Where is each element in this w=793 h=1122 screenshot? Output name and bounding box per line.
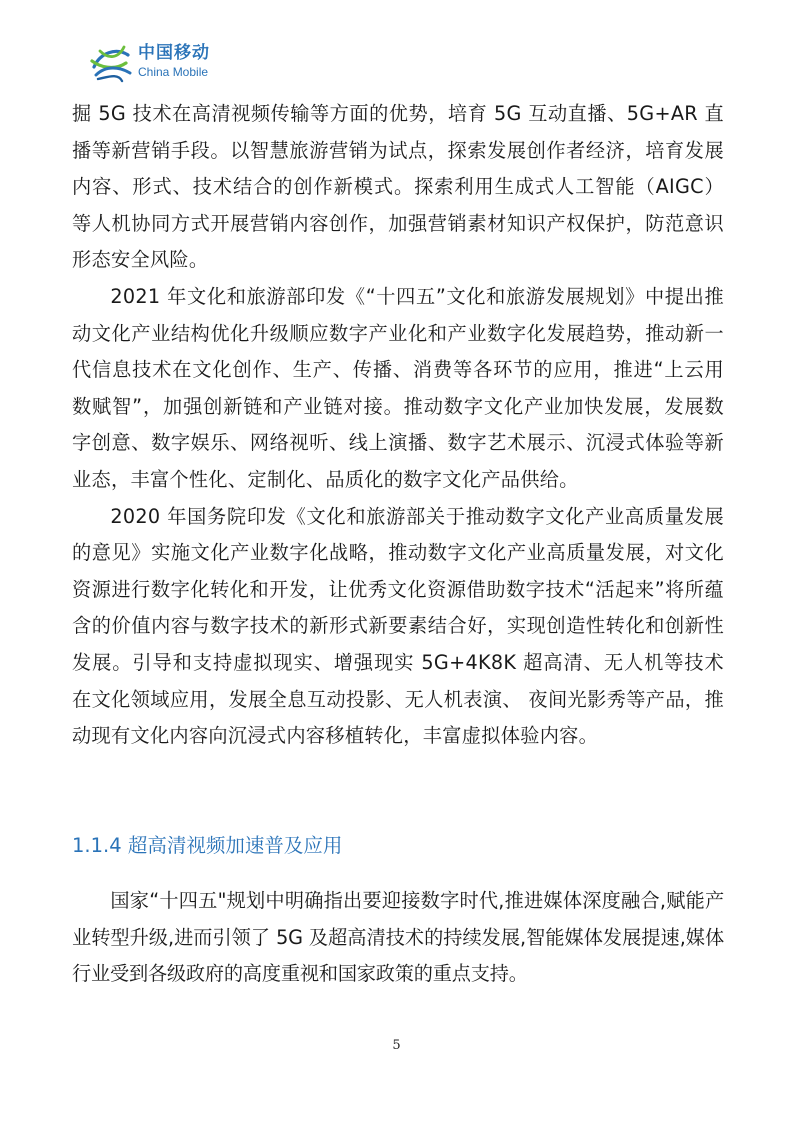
section-heading: 1.1.4 超高清视频加速普及应用 <box>72 834 343 857</box>
page-number: 5 <box>392 1038 401 1053</box>
body-text <box>72 96 724 755</box>
logo-text <box>138 42 210 79</box>
section-body <box>72 883 724 993</box>
paragraph: 掘 5G 技术在高清视频传输等方面的优势，培育 5G 互动直播、5G+AR 直播等新营销手段。以智慧旅游营销为试点，探索发展创作者经济，培育发展内容、形式、技术结合的创作新模式。探索利用生成式人工智能（AIGC）等人机协同方式开展营销内容创作，加强营销素材知识产权保护，防范意识形态安全风险。 <box>72 102 724 272</box>
paragraph: 国家“十四五"规划中明确指出要迎接数字时代,推进媒体深度融合,赋能产业转型升级,进而引领了 5G 及超高清技术的持续发展,智能媒体发展提速,媒体行业受到各级政府的高度重视和国家政策的重点支持。 <box>72 889 724 986</box>
paragraph: 2021 年文化和旅游部印发《“十四五”文化和旅游发展规划》中提出推动文化产业结构优化升级顺应数字产业化和产业数字化发展趋势，推动新一代信息技术在文化创作、生产、传播、消费等各环节的应用，推进“上云用数赋智”，加强创新链和产业链对接。推动数字文化产业加快发展，发展数字创意、数字娱乐、网络视听、线上演播、数字艺术展示、沉浸式体验等新业态，丰富个性化、定制化、品质化的数字文化产品供给。 <box>72 284 724 491</box>
logo-english: China Mobile <box>138 64 209 79</box>
china-mobile-swirl-icon <box>86 37 134 85</box>
logo-chinese: 中国移动 <box>138 42 210 63</box>
page-header <box>86 36 210 86</box>
paragraph: 2020 年国务院印发《文化和旅游部关于推动数字文化产业高质量发展的意见》实施文化产业数字化战略，推动数字文化产业高质量发展，对文化资源进行数字化转化和开发，让优秀文化资源借助数字技术“活起来”将所蕴含的价值内容与数字技术的新形式新要素结合好，实现创造性转化和创新性发展。引导和支持虚拟现实、增强现实 5G+4K8K 超高清、无人机等技术在文化领域应用，发展全息互动投影、无人机表演、 夜间光影秀等产品，推动现有文化内容向沉浸式内容移植转化，丰富虚拟体验内容。 <box>72 504 725 748</box>
